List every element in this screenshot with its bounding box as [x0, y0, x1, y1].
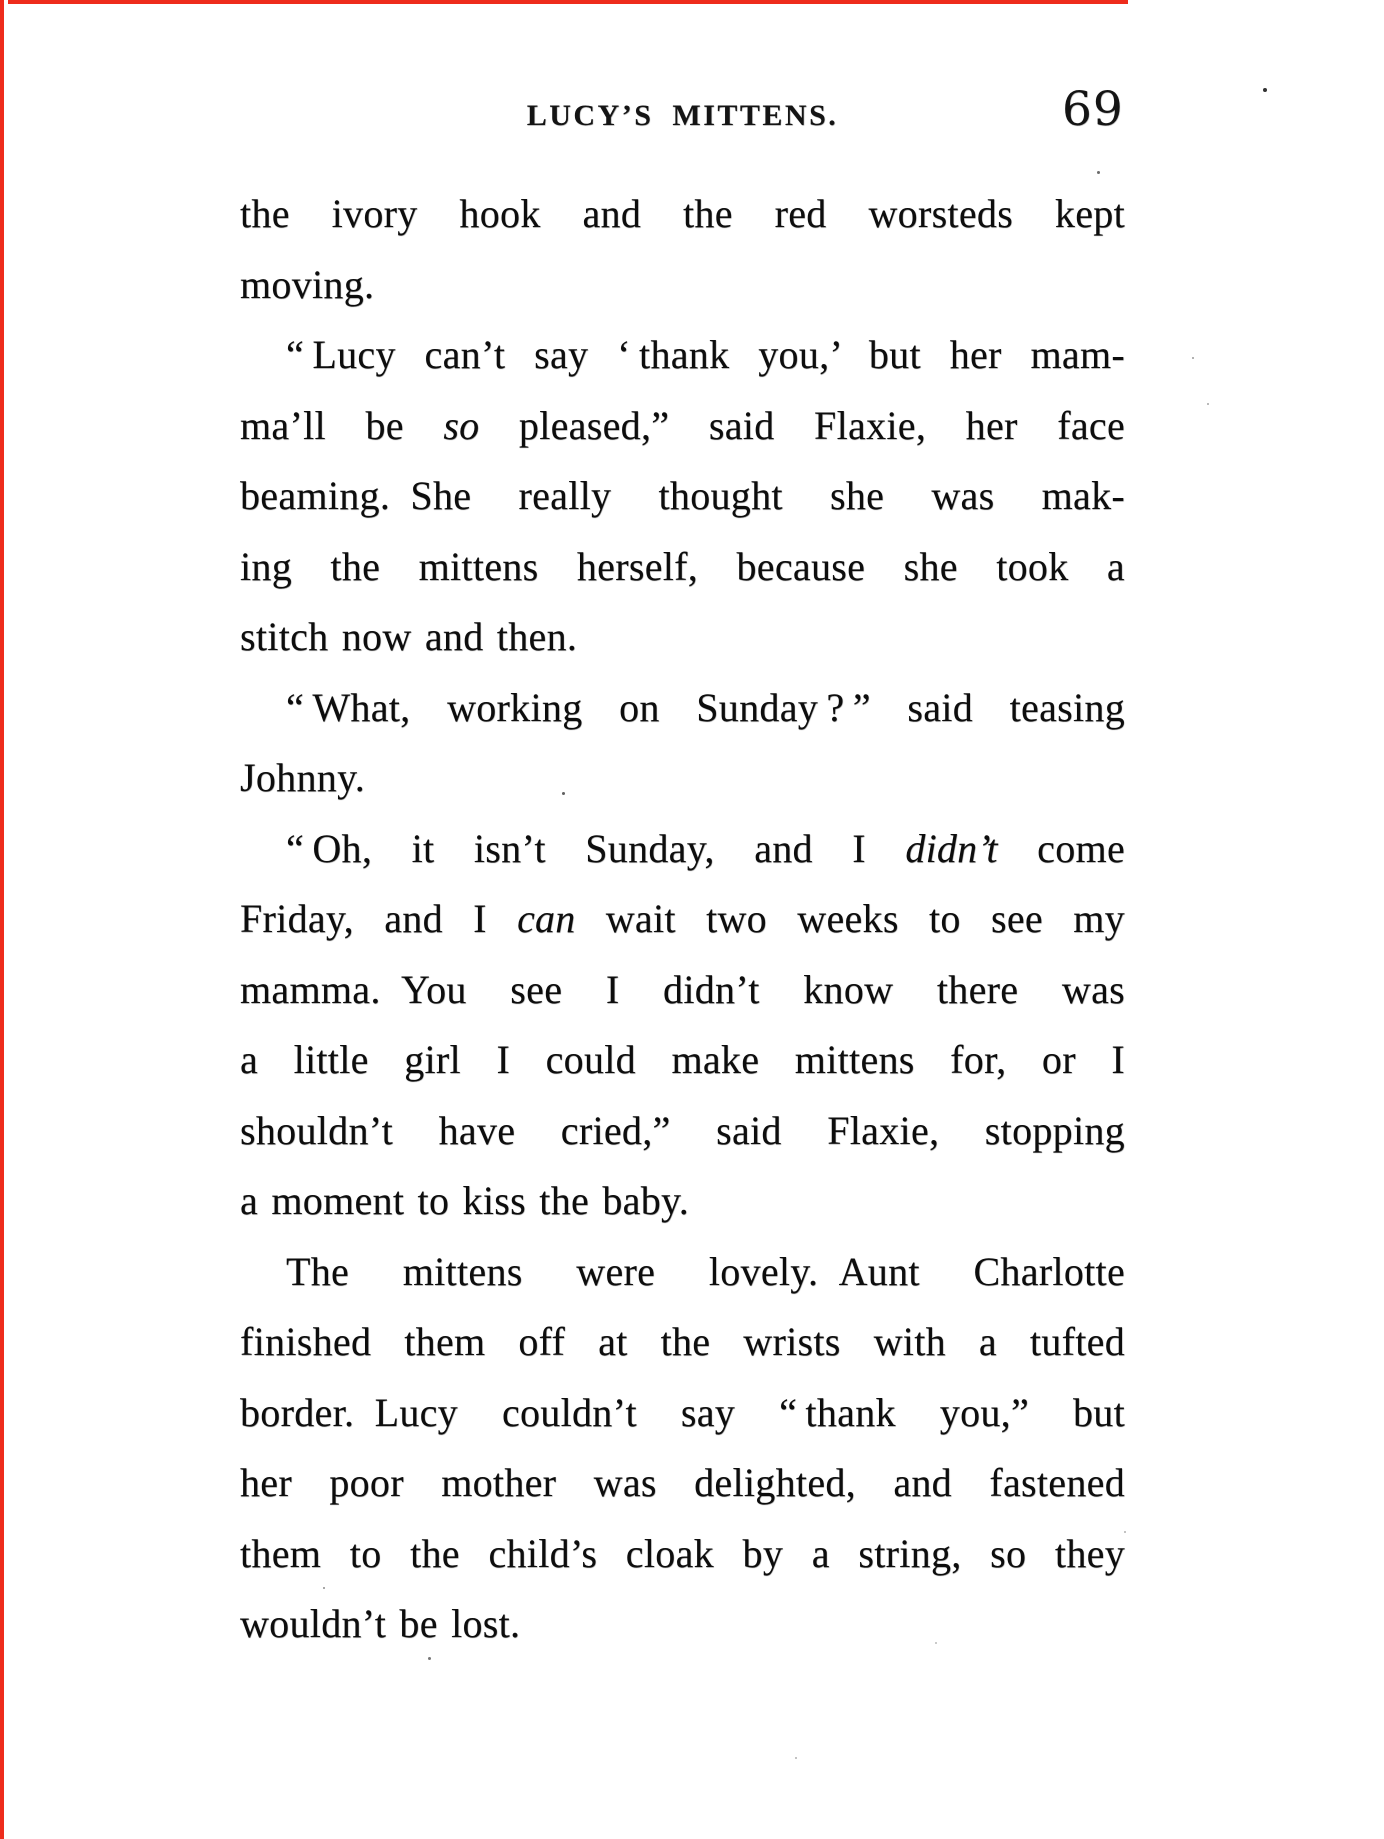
page-number: 69 — [1062, 82, 1124, 137]
text-line: them to the child’s cloak by a string, so they — [240, 1530, 1125, 1576]
text-line: “ What, working on Sunday ? ” said teasing — [286, 684, 1125, 730]
text-line: ma’ll be so pleased,” said Flaxie, her face — [240, 402, 1125, 448]
text-line: “ Lucy can’t say ‘ thank you,’ but her mam- — [286, 332, 1125, 377]
text-line: a little girl I could make mittens for, or I — [240, 1037, 1125, 1082]
page-body — [240, 179, 1125, 1660]
red-margin-rule-top — [8, 0, 1128, 4]
scan-speck — [323, 1587, 325, 1589]
running-header — [240, 99, 1125, 133]
text-line: “ Oh, it isn’t Sunday, and I didn’t come — [286, 825, 1125, 871]
scan-speck — [1207, 403, 1209, 405]
text-line: mamma. You see I didn’t know there was — [240, 966, 1125, 1012]
red-margin-rule-left — [0, 0, 4, 1839]
text-line: a moment to kiss the baby. — [240, 1178, 690, 1223]
text-line: Johnny. — [240, 755, 366, 800]
text-line: moving. — [240, 261, 375, 307]
text-line: finished them off at the wrists with a tufted — [240, 1319, 1125, 1364]
text-line: her poor mother was delighted, and fastened — [240, 1460, 1125, 1505]
scan-speck — [428, 1657, 431, 1660]
text-line: beaming. She really thought she was mak- — [240, 473, 1125, 518]
text-line: stitch now and then. — [240, 614, 578, 659]
scan-speck — [1097, 171, 1100, 174]
text-line: ing the mittens herself, because she took a — [240, 543, 1125, 589]
page-title: LUCY’S MITTENS. — [526, 99, 839, 132]
text-line: the ivory hook and the red worsteds kept — [240, 191, 1125, 236]
text-line: The mittens were lovely. Aunt Charlotte — [286, 1248, 1125, 1294]
scan-speck — [1192, 357, 1194, 359]
scan-speck — [1124, 1531, 1126, 1533]
text-line: wouldn’t be lost. — [240, 1601, 521, 1646]
text-line: border. Lucy couldn’t say “ thank you,” but — [240, 1389, 1125, 1435]
scan-speck — [562, 792, 565, 795]
scan-speck — [795, 1757, 797, 1759]
text-line: Friday, and I can wait two weeks to see my — [240, 896, 1125, 941]
scan-speck — [1263, 88, 1267, 92]
scan-speck — [935, 1642, 937, 1644]
text-line: shouldn’t have cried,” said Flaxie, stopping — [240, 1107, 1125, 1153]
